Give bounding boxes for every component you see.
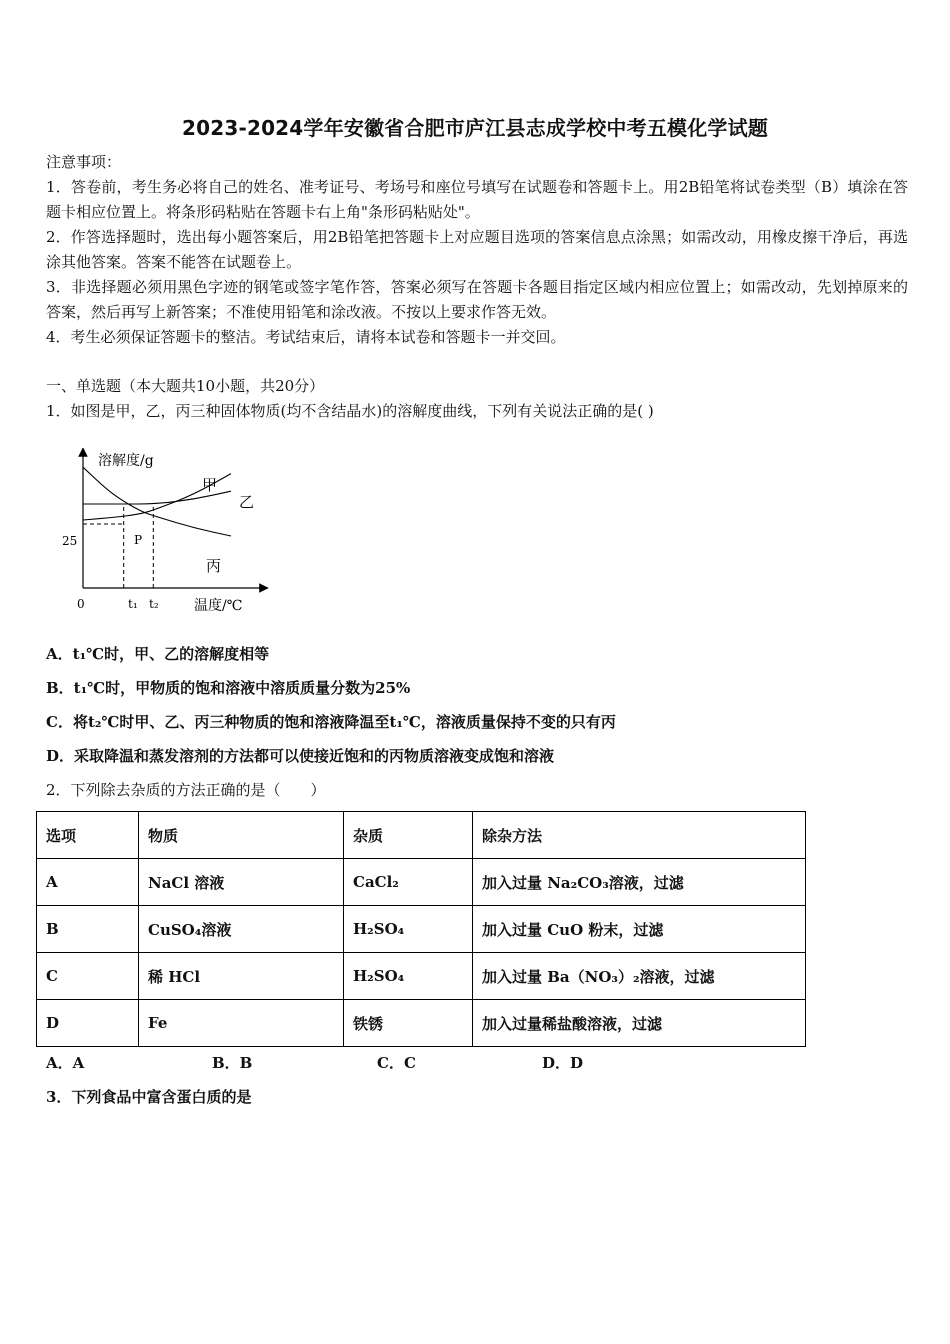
solubility-chart bbox=[56, 448, 276, 620]
q1-option-d: D．采取降温和蒸发溶剂的方法都可以使接近饱和的丙物质溶液变成饱和溶液 bbox=[46, 747, 555, 765]
q1-option-c: C．将t₂℃时甲、乙、丙三种物质的饱和溶液降温至t₁℃，溶液质量保持不变的只有丙 bbox=[46, 713, 616, 731]
x-tick-label: t₂ bbox=[149, 597, 159, 611]
q2-answer-c: C．C bbox=[377, 1054, 416, 1072]
x-tick-label: t₁ bbox=[128, 597, 138, 611]
question-1-stem: 1．如图是甲，乙，丙三种固体物质(均不含结晶水)的溶解度曲线，下列有关说法正确的是( ) bbox=[46, 402, 654, 420]
question-3-stem: 3．下列食品中富含蛋白质的是 bbox=[46, 1088, 252, 1106]
notice-heading: 注意事项： bbox=[46, 153, 122, 171]
table-cell: 加入过量 Ba（NO₃）₂溶液，过滤 bbox=[473, 953, 806, 1000]
table-cell: 铁锈 bbox=[344, 1000, 473, 1047]
table-cell: Fe bbox=[139, 1000, 344, 1047]
intersection-point-label: P bbox=[134, 533, 143, 547]
table-cell: 加入过量稀盐酸溶液，过滤 bbox=[473, 1000, 806, 1047]
solubility-chart-svg bbox=[56, 448, 276, 620]
table-row bbox=[37, 953, 806, 1000]
question-2-stem: 2．下列除去杂质的方法正确的是（ ） bbox=[46, 781, 326, 799]
impurity-table bbox=[36, 811, 806, 1047]
table-header-cell: 物质 bbox=[139, 812, 344, 859]
table-cell: CaCl₂ bbox=[344, 859, 473, 906]
table-cell: C bbox=[37, 953, 139, 1000]
table-header-cell: 杂质 bbox=[344, 812, 473, 859]
series-label-yi: 乙 bbox=[239, 493, 255, 511]
y-tick-label: 25 bbox=[62, 534, 78, 548]
table-header-cell: 选项 bbox=[37, 812, 139, 859]
q1-option-b: B．t₁℃时，甲物质的饱和溶液中溶质质量分数为25% bbox=[46, 679, 411, 697]
q1-option-a: A．t₁℃时，甲、乙的溶解度相等 bbox=[46, 645, 270, 663]
table-cell: H₂SO₄ bbox=[344, 953, 473, 1000]
notice-item: 3．非选择题必须用黑色字迹的钢笔或签字笔作答，答案必须写在答题卡各题目指定区域内相应位置上；如需改动，先划掉原来的答案，然后再写上新答案；不准使用铅笔和涂改液。不按以上要求作答无效。 bbox=[46, 278, 908, 321]
notice-item: 1．答卷前，考生务必将自己的姓名、准考证号、考场号和座位号填写在试题卷和答题卡上。用2B铅笔将试卷类型（B）填涂在答题卡相应位置上。将条形码粘贴在答题卡右上角"条形码粘贴处"。 bbox=[46, 178, 908, 221]
table-cell: 加入过量 CuO 粉末，过滤 bbox=[473, 906, 806, 953]
table-row bbox=[37, 906, 806, 953]
notice-item: 4．考生必须保证答题卡的整洁。考试结束后，请将本试卷和答题卡一并交回。 bbox=[46, 328, 566, 346]
table-cell: A bbox=[37, 859, 139, 906]
series-label-bing: 丙 bbox=[206, 557, 222, 575]
x-axis-label: 温度/℃ bbox=[194, 598, 243, 614]
table-cell: 稀 HCl bbox=[139, 953, 344, 1000]
table-cell: 加入过量 Na₂CO₃溶液，过滤 bbox=[473, 859, 806, 906]
page-title: 2023-2024学年安徽省合肥市庐江县志成学校中考五模化学试题 bbox=[181, 116, 769, 140]
q2-answer-a: A．A bbox=[46, 1054, 85, 1072]
table-header-cell: 除杂方法 bbox=[473, 812, 806, 859]
table-cell: H₂SO₄ bbox=[344, 906, 473, 953]
section-heading: 一、单选题（本大题共10小题，共20分） bbox=[46, 377, 325, 395]
table-cell: CuSO₄溶液 bbox=[139, 906, 344, 953]
notice-section bbox=[46, 150, 908, 350]
table-row bbox=[37, 859, 806, 906]
table-cell: B bbox=[37, 906, 139, 953]
notice-item: 2．作答选择题时，选出每小题答案后，用2B铅笔把答题卡上对应题目选项的答案信息点涂黑；如需改动，用橡皮擦干净后，再选涂其他答案。答案不能答在试题卷上。 bbox=[46, 228, 908, 271]
y-axis-label: 溶解度/g bbox=[98, 453, 154, 469]
q2-answer-d: D．D bbox=[542, 1054, 584, 1072]
table-row bbox=[37, 1000, 806, 1047]
q2-answer-b: B．B bbox=[212, 1054, 253, 1072]
origin-label: 0 bbox=[77, 597, 85, 611]
table-cell: NaCl 溶液 bbox=[139, 859, 344, 906]
series-label-jia: 甲 bbox=[202, 476, 218, 494]
table-cell: D bbox=[37, 1000, 139, 1047]
table-header-row bbox=[37, 812, 806, 859]
